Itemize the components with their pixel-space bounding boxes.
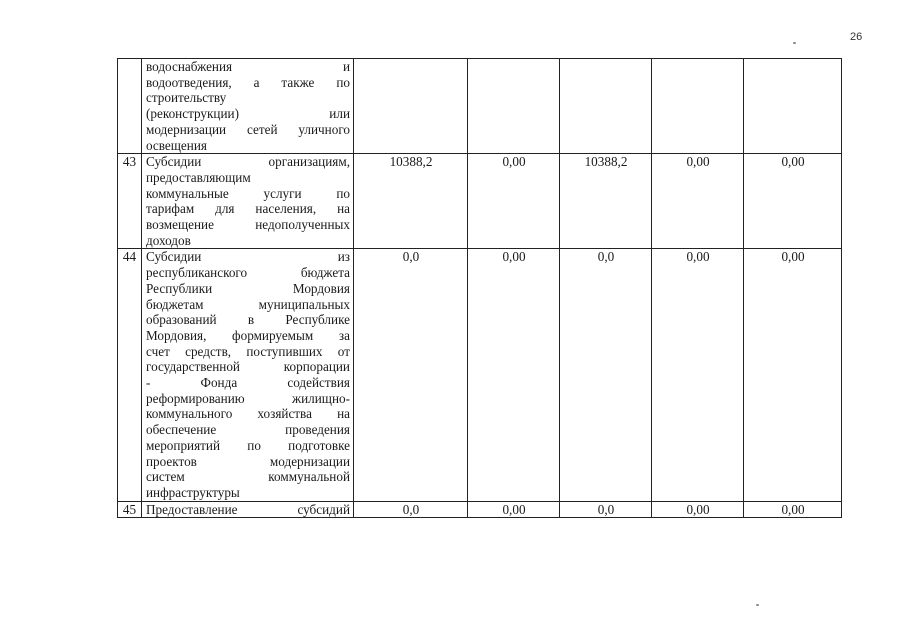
description-line: тарифам для населения, на bbox=[146, 201, 350, 217]
row-number: 44 bbox=[118, 249, 142, 501]
row-number: 45 bbox=[118, 501, 142, 518]
description-line: коммунального хозяйства на bbox=[146, 406, 350, 422]
description-line: предоставляющим bbox=[146, 169, 251, 185]
row-number: 43 bbox=[118, 154, 142, 249]
description-line: доходов bbox=[146, 232, 191, 248]
description-line: (реконструкции) или bbox=[146, 106, 350, 122]
row-number bbox=[118, 59, 142, 154]
budget-table bbox=[117, 58, 842, 518]
table-row bbox=[118, 59, 842, 154]
value-cell: 0,00 bbox=[468, 154, 560, 249]
value-cell: 0,0 bbox=[560, 501, 652, 518]
description-line: образований в Республике bbox=[146, 312, 350, 328]
scan-speck bbox=[756, 604, 759, 606]
description-line: модернизации сетей уличного bbox=[146, 121, 350, 137]
description-line: Субсидии организациям, bbox=[146, 154, 350, 170]
budget-table-body bbox=[118, 59, 842, 518]
description-line: бюджетам муниципальных bbox=[146, 296, 350, 312]
description-line: освещения bbox=[146, 137, 207, 153]
value-cell bbox=[652, 59, 744, 154]
description-line: систем коммунальной bbox=[146, 469, 350, 485]
description-line: Республики Мордовия bbox=[146, 280, 350, 296]
value-cell bbox=[468, 59, 560, 154]
value-cell: 0,00 bbox=[744, 501, 842, 518]
value-cell: 0,0 bbox=[560, 249, 652, 501]
row-description bbox=[142, 59, 354, 154]
description-line: строительству bbox=[146, 90, 227, 106]
description-line: водоснабжения и bbox=[146, 59, 350, 74]
description-line: счет средств, поступивших от bbox=[146, 343, 350, 359]
value-cell: 0,00 bbox=[744, 249, 842, 501]
description-line: возмещение недополученных bbox=[146, 217, 350, 233]
value-cell: 0,00 bbox=[468, 249, 560, 501]
description-line: реформированию жилищно- bbox=[146, 390, 350, 406]
description-line: коммунальные услуги по bbox=[146, 185, 350, 201]
description-line: Субсидии из bbox=[146, 249, 350, 265]
value-cell: 0,00 bbox=[652, 249, 744, 501]
description-line: Предоставление субсидий bbox=[146, 501, 350, 517]
description-line: - Фонда содействия bbox=[146, 375, 350, 391]
description-line: мероприятий по подготовке bbox=[146, 437, 350, 453]
description-line: водоотведения, а также по bbox=[146, 74, 350, 90]
table-row bbox=[118, 154, 842, 249]
value-cell: 0,00 bbox=[744, 154, 842, 249]
value-cell: 0,00 bbox=[652, 501, 744, 518]
value-cell bbox=[744, 59, 842, 154]
value-cell bbox=[354, 59, 468, 154]
description-line: республиканского бюджета bbox=[146, 265, 350, 281]
description-line: инфраструктуры bbox=[146, 484, 240, 500]
value-cell: 10388,2 bbox=[354, 154, 468, 249]
description-line: государственной корпорации bbox=[146, 359, 350, 375]
description-line: Мордовия, формируемым за bbox=[146, 327, 350, 343]
description-line: проектов модернизации bbox=[146, 453, 350, 469]
scan-speck bbox=[793, 42, 796, 44]
page-number: 26 bbox=[850, 31, 863, 43]
row-description bbox=[142, 501, 354, 518]
value-cell: 0,0 bbox=[354, 501, 468, 518]
row-description bbox=[142, 249, 354, 501]
value-cell: 10388,2 bbox=[560, 154, 652, 249]
row-description bbox=[142, 154, 354, 249]
value-cell bbox=[560, 59, 652, 154]
value-cell: 0,0 bbox=[354, 249, 468, 501]
table-row bbox=[118, 501, 842, 518]
description-line: обеспечение проведения bbox=[146, 422, 350, 438]
table-row bbox=[118, 249, 842, 501]
value-cell: 0,00 bbox=[652, 154, 744, 249]
value-cell: 0,00 bbox=[468, 501, 560, 518]
